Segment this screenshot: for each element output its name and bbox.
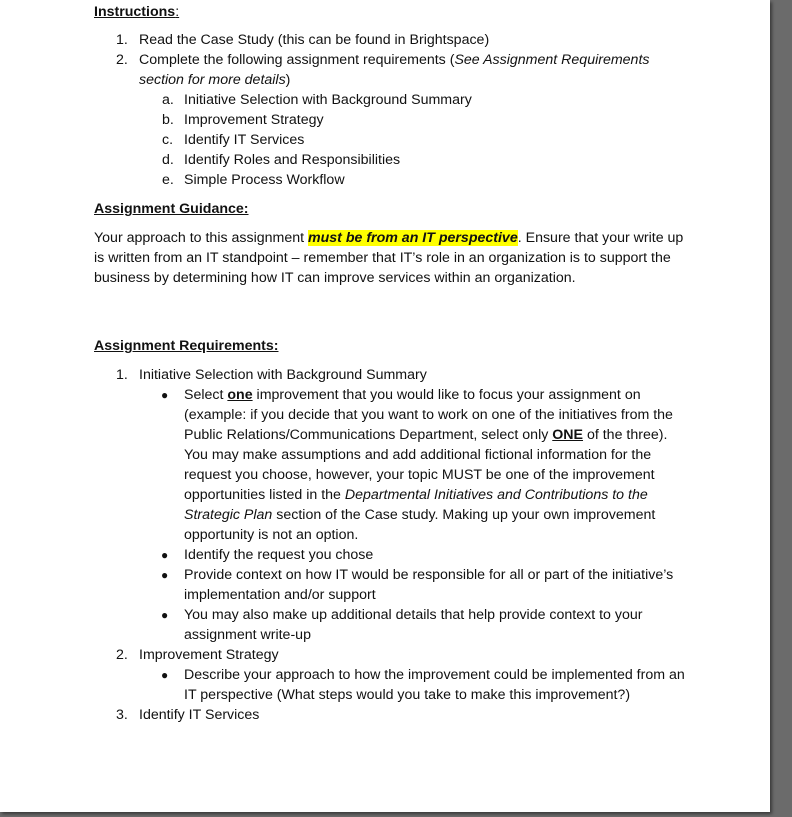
guidance-heading: Assignment Guidance: [94,201,249,217]
document-content [94,2,694,725]
guidance-paragraph: Your approach to this assignment must be from an IT perspective. Ensure that your write up is written from an IT standpoint – remember that IT’s role in an organization is to support the business by determining how IT can improve services within an organization. [94,230,684,286]
highlighted-text: must be from an IT perspective [308,230,518,246]
list-item: ● Describe your approach to how the improvement could be implemented from an IT perspective (What steps would you take to make this improvement?) [161,667,685,703]
list-item: c. Identify IT Services [162,132,305,148]
list-item: ● You may also make up additional details that help provide context to your assignment write-up [161,607,643,643]
bullet-icon: ● [161,668,169,682]
list-item: b. Improvement Strategy [162,112,324,128]
list-item: ● Provide context on how IT would be responsible for all or part of the initiative’s implementation and/or support [161,567,674,603]
list-item: 1. Initiative Selection with Background Summary [116,367,427,383]
requirements-list [94,365,694,725]
list-item: 3. Identify IT Services [116,707,260,723]
bullet-icon: ● [161,608,169,622]
list-item: ● Select one improvement that you would like to focus your assignment on (example: if you decide that you want to work on one of the initiatives from the Public Relations/Communications Department, select only ONE of the three). You may make assumptions and add additional fictional information for the request you choose, however, your topic MUST be one of the improvement opportunities listed in the Departmental Initiatives and Contributions to the Strategic Plan section of the Case study. Making up your own improvement opportunity is not an option. [161,387,673,543]
requirements-heading: Assignment Requirements: [94,338,279,354]
list-item: 2. Complete the following assignment requirements (See Assignment Requirements section for more details) [116,52,650,88]
bullet-icon: ● [161,568,169,582]
instructions-list [94,30,694,190]
list-item: 2. Improvement Strategy [116,647,279,663]
list-item: e. Simple Process Workflow [162,172,345,188]
bullet-icon: ● [161,548,169,562]
instructions-heading: Instructions: [94,4,180,20]
list-item: 1. Read the Case Study (this can be found in Brightspace) [116,32,490,48]
list-item: a. Initiative Selection with Background Summary [162,92,472,108]
list-item: d. Identify Roles and Responsibilities [162,152,401,168]
list-item: ● Identify the request you chose [161,547,374,563]
bullet-icon: ● [161,388,169,402]
